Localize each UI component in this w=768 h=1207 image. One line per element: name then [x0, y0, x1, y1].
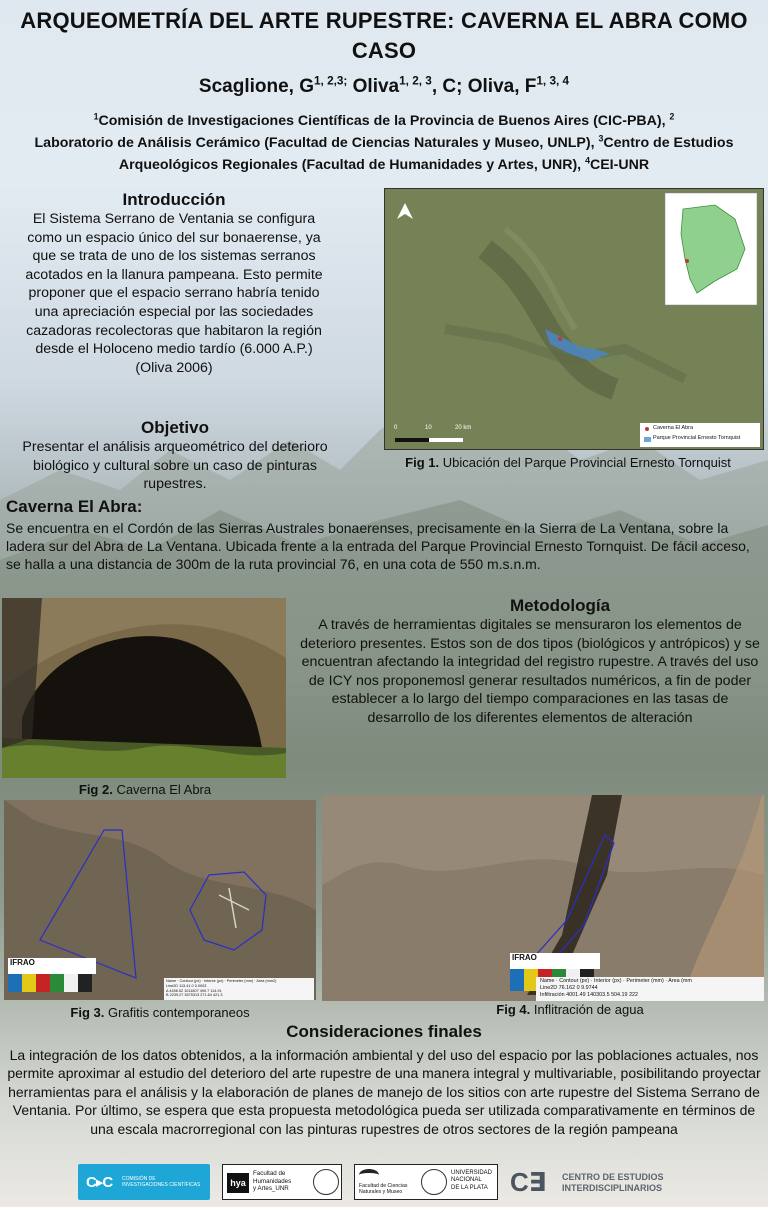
unlp-line2: NACIONAL	[451, 1177, 482, 1184]
legend-park: Parque Provincial Ernesto Tornquist	[653, 435, 741, 441]
fig4-label: Fig 4.	[496, 1002, 531, 1017]
objetivo-text: Presentar el análisis arqueométrico del deterioro biológico y cultural sobre un caso de pinturas rupestres.	[22, 439, 328, 493]
site-marker	[558, 337, 562, 341]
author-2: Oliva	[352, 76, 400, 97]
aff-1: Comisión de Investigaciones Científicas de la Provincia de Buenos Aires (CIC-PBA),	[98, 113, 670, 129]
fig4-th: Interior (px)	[593, 978, 622, 984]
scale-20: 20 km	[455, 425, 472, 431]
fig4-table-header: Name · Contour (px) · Interior (px) · Perimeter (mm) · Area (mm	[540, 978, 692, 984]
intro-section	[24, 190, 324, 377]
fig4-td: 4001.49	[566, 992, 586, 998]
fig4-th: Perimeter (mm)	[626, 978, 664, 984]
table-row	[166, 993, 314, 998]
fig4-th: Contour (px)	[559, 978, 590, 984]
hya-mark: hya	[227, 1173, 249, 1193]
fcnym-line1: Facultad de Ciencias	[359, 1183, 408, 1189]
fig4-td: 504.19	[611, 992, 628, 998]
fig3-td: A	[166, 988, 169, 993]
fig3-caption	[10, 1005, 310, 1020]
fig3-td: 114.91	[210, 988, 222, 993]
cic-logo	[78, 1164, 210, 1200]
hya-line3: y Artes_UNR	[253, 1185, 289, 1193]
hya-line2: Humanidades	[253, 1177, 292, 1185]
fig4-th: Name	[540, 978, 555, 984]
fig3-table-header: Name · Contour (px) · Interior (px) · Perimeter (mm) · Area (mm2)	[166, 979, 277, 983]
intro-text: El Sistema Serrano de Ventania se configura como un espacio único del sur bonaerense, ya que se trata de uno de los sistemas serranos acotados en la llanura pampeana. Esto permite proponer que el espacio serrano habría tenido una apreciación especial por las sociedades cazadoras recolectoras que habitaron la región desde el Holoceno medio tardío (6.000 A.P.) (Oliva 2006)	[25, 211, 323, 376]
unlp-line1: UNIVERSIDAD	[451, 1170, 493, 1176]
fcnym-line2: Naturales y Museo	[359, 1189, 403, 1195]
fig3-td: 4456.52	[169, 988, 184, 993]
consideraciones-section	[6, 1022, 762, 1138]
hya-text	[253, 1170, 291, 1193]
fcnym-unlp-logo	[354, 1164, 498, 1200]
fig1-map	[384, 188, 764, 450]
fcnym-text	[359, 1183, 407, 1195]
fig3-td: 0.0003	[194, 983, 207, 988]
fig3-td: 0	[191, 983, 194, 988]
fig3-th: Name	[166, 979, 177, 983]
legend-site: Caverna El Abra	[653, 425, 694, 431]
fig4-td: 0	[576, 985, 580, 991]
consideraciones-text: La integración de los datos obtenidos, a la información ambiental y del uso del espacio por las poblaciones actuales, nos permite aproximar al estudio del deterioro del arte rupestre de una manera integral y multivariable, posibilitando proyectar herramientas para el análisis y la elaboración de planes de manejo de los sitios con arte rupestre del Sistema Serrano de Ventania. Por último, se espera que esta propuesta metodológica pueda ser utilizada comparativamente en términos de una escala macrorregional con las pinturas rupestres de otros sectores de la región pampeana	[7, 1047, 761, 1137]
metodologia-heading: Metodología	[509, 596, 611, 615]
caverna-text: Se encuentra en el Cordón de las Sierras Australes bonaerenses, precisamente en la Sierra de La Ventana, sobre la ladera sur del Abra de La Ventana. Ubicada frente a la entrada del Parque Provincial Ernesto Tornquist. De fácil acceso, se halla a una distancia de 300m de la ruta provincial 76, en una cota de 550 m.s.n.m.	[6, 520, 750, 572]
consideraciones-heading: Consideraciones finales	[286, 1022, 482, 1041]
fig3-label: Fig 3.	[70, 1005, 105, 1020]
fig4-td: Line2D	[540, 985, 558, 991]
fig3-td: 490.7	[199, 988, 210, 993]
metodologia-text: A través de herramientas digitales se mensuraron los elementos de deterioro presentes. Estos son de dos tipos (biológicos y antrópicos) y se encuentran afectando la integridad del registro rupestre. A través del uso de ICY nos proponemosl generar resultados numéricos, a fin de poder establecer a lo largo del tiempo comparaciones en las tasas de desarrollo de los diferentes elementos de alteración	[300, 617, 760, 726]
fig3-td: Line2D	[166, 983, 179, 988]
aff-sup-1: 1	[93, 111, 99, 122]
cei-mark-icon: C∃	[510, 1167, 547, 1197]
hya-line1: Facultad de	[253, 1170, 286, 1177]
cei-logo	[508, 1164, 698, 1200]
fig3-td: 271.64	[200, 993, 212, 998]
fig2-label: Fig 2.	[78, 782, 113, 797]
hya-logo	[222, 1164, 342, 1200]
aff-4: CEI-UNR	[589, 157, 650, 173]
fig3-td: 2239.27	[169, 993, 184, 998]
author-1-sup: 1, 2,3;	[314, 74, 348, 88]
cic-line1: COMISIÓN DE	[122, 1176, 156, 1182]
fig3-ifrao: IFRAO	[10, 958, 35, 967]
author-1: Scaglione, G	[198, 76, 314, 97]
author-2-sup: 1, 2, 3	[399, 74, 432, 88]
objetivo-section	[20, 418, 330, 494]
fig4-table	[540, 978, 764, 999]
aff-2: Laboratorio de Análisis Cerámico (Facultad de Ciencias Naturales y Museo, UNLP),	[34, 135, 599, 151]
fig1-label: Fig 1.	[405, 455, 440, 470]
fig3-th: Area (mm2)	[256, 979, 277, 983]
fig4-td: 140303.5	[587, 992, 610, 998]
cic-text	[122, 1176, 200, 1188]
author-2-rest: , C; Oliva, F	[431, 76, 537, 97]
metodologia-section	[300, 596, 760, 728]
fig4-td: 9.9744	[581, 985, 598, 991]
fig4-td: 76.162	[558, 985, 576, 991]
fig4-td: 222	[629, 992, 639, 998]
unlp-text	[451, 1170, 492, 1192]
cic-line2: INVESTIGACIONES CIENTÍFICAS	[122, 1182, 201, 1188]
scale-10: 10	[425, 425, 432, 431]
aff-sup-2: 2	[669, 111, 675, 122]
objetivo-heading: Objetivo	[140, 418, 209, 437]
table-row	[540, 992, 764, 999]
water-infiltration-image	[322, 795, 764, 1001]
aff-3: Centro de Estudios Arqueológicos Regionales (Facultad de Humanidades y Artes, UNR),	[118, 135, 734, 173]
unr-seal-icon	[313, 1169, 339, 1195]
aff-sup-4: 4	[585, 155, 590, 166]
cave-image	[2, 598, 286, 778]
fig3-td: 1011807	[184, 988, 199, 993]
fig2-caption-text: Caverna El Abra	[112, 782, 212, 797]
fig3-table	[166, 979, 314, 998]
unlp-seal-icon	[421, 1169, 447, 1195]
fig4-caption	[420, 1002, 720, 1017]
fig3-caption-text: Grafitis contemporaneos	[104, 1005, 250, 1020]
aff-sup-3: 3	[598, 133, 604, 144]
fig4-photo	[322, 795, 764, 1001]
intro-heading: Introducción	[122, 190, 226, 209]
unlp-line3: DE LA PLATA	[451, 1184, 488, 1191]
fig3-td: 113.41	[179, 983, 191, 988]
fig4-th: Area (mm	[668, 978, 692, 984]
fcnym-mark-icon	[359, 1169, 379, 1181]
fig3-td: B	[166, 993, 169, 998]
fig2-cave-photo	[2, 598, 286, 778]
cic-mark-icon: C▸C	[86, 1174, 113, 1191]
caverna-heading: Caverna El Abra:	[6, 497, 143, 516]
cei-line1: CENTRO DE ESTUDIOS	[562, 1172, 664, 1182]
graffiti-image	[4, 800, 316, 1000]
table-row	[540, 985, 764, 992]
fig3-th: Interior (px)	[204, 979, 224, 983]
fig3-th: Contour (px)	[179, 979, 201, 983]
fig3-photo	[4, 800, 316, 1000]
cei-text	[562, 1172, 664, 1194]
fig4-caption-text: Inflitración de agua	[530, 1002, 644, 1017]
author-3-sup: 1, 3, 4	[536, 74, 570, 88]
fig1-caption-text: Ubicación del Parque Provincial Ernesto Tornquist	[439, 455, 731, 470]
authors-line	[10, 76, 758, 98]
fig2-caption	[20, 782, 270, 797]
scale-0: 0	[394, 425, 398, 431]
cei-line2: INTERDISCIPLINARIOS	[562, 1183, 663, 1193]
fig4-ifrao: IFRAO	[512, 953, 537, 962]
poster-title: ARQUEOMETRÍA DEL ARTE RUPESTRE: CAVERNA EL ABRA COMO CASO	[20, 8, 748, 63]
fig3-th: Perimeter (mm)	[226, 979, 254, 983]
logo-strip	[0, 1162, 768, 1204]
satellite-map	[385, 189, 764, 450]
fig3-td: 421.3	[212, 993, 223, 998]
fig3-td: 3575313	[184, 993, 200, 998]
fig4-td: Infiltración	[540, 992, 565, 998]
affiliations	[8, 110, 760, 176]
fig1-caption	[368, 455, 768, 470]
